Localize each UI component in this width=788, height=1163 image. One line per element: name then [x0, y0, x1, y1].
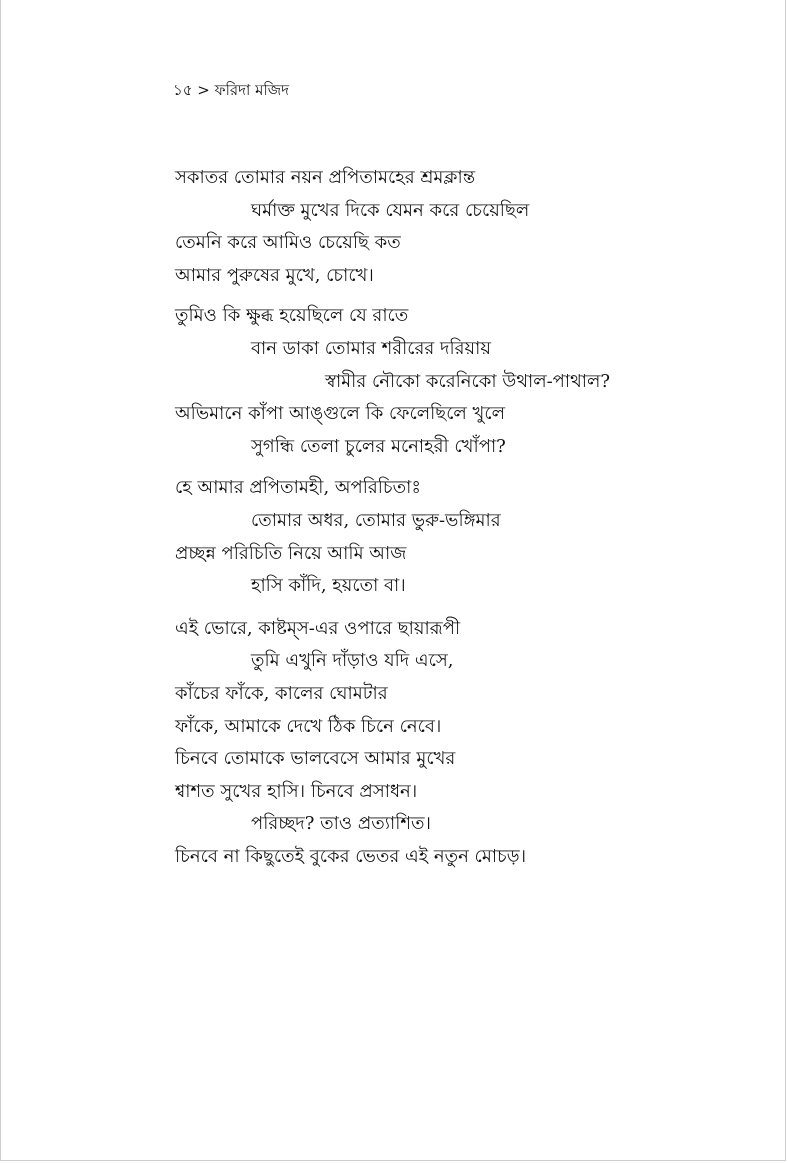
- poem-line: অভিমানে কাঁপা আঙ্গুলে কি ফেলেছিলে খুলে: [175, 403, 506, 425]
- stanza-1: [175, 162, 775, 292]
- poem-line: ঘর্মাক্ত মুখের দিকে যেমন করে চেয়েছিল: [251, 199, 530, 221]
- poem-line: বান ডাকা তোমার শরীরের দরিয়ায়: [251, 337, 491, 359]
- poem-line: হে আমার প্রপিতামহী, অপরিচিতাঃ: [175, 477, 421, 499]
- poem-line: সকাতর তোমার নয়ন প্রপিতামহের শ্রমক্লান্ত: [175, 167, 476, 188]
- poem-line: তোমার অধর, তোমার ভুরু-ভঙ্গিমার: [251, 509, 501, 531]
- poem-line: কাঁচের ফাঁকে, কালের ঘোমটার: [175, 682, 388, 704]
- poem-line: তুমি এখুনি দাঁড়াও যদি এসে,: [251, 650, 454, 672]
- running-header: [173, 80, 289, 100]
- poem-line: হাসি কাঁদি, হয়তো বা।: [251, 575, 406, 597]
- poem-line: শ্বাশত সুখের হাসি। চিনবে প্রসাধন।: [175, 780, 418, 802]
- poem-line: তেমনি করে আমিও চেয়েছি কত: [175, 232, 401, 254]
- poem-line: এই ভোরে, কাষ্টম্‌স-এর ওপারে ছায়ারূপী: [175, 617, 461, 639]
- header-separator: >: [197, 81, 210, 99]
- poem-line: আমার পুরুষের মুখে, চোখে।: [175, 264, 374, 286]
- poem-body: [175, 162, 775, 873]
- poem-line: সুগন্ধি তেলা চুলের মনোহরী খোঁপা?: [251, 435, 506, 457]
- poem-line: প্রচ্ছন্ন পরিচিতি নিয়ে আমি আজ: [175, 542, 407, 564]
- stanza-2: [175, 300, 775, 463]
- poem-line: তুমিও কি ক্ষুব্ধ হয়েছিলে যে রাতে: [175, 305, 409, 327]
- poem-line: পরিচ্ছদ? তাও প্রত্যাশিত।: [251, 813, 431, 835]
- stanza-3: [175, 472, 775, 602]
- poem-line: চিনবে তোমাকে ভালবেসে আমার মুখের: [175, 748, 456, 770]
- author-name: ফরিদা মজিদ: [214, 81, 290, 99]
- stanza-4: [175, 613, 775, 874]
- page-number: ১৫: [173, 81, 193, 99]
- poem-line: ফাঁকে, আমাকে দেখে ঠিক চিনে নেবে।: [175, 715, 442, 737]
- poem-line: স্বামীর নৌকো করেনিকো উথাল-পাথাল?: [325, 370, 611, 392]
- poem-line: চিনবে না কিছুতেই বুকের ভেতর এই নতুন মোচড়।: [175, 845, 527, 867]
